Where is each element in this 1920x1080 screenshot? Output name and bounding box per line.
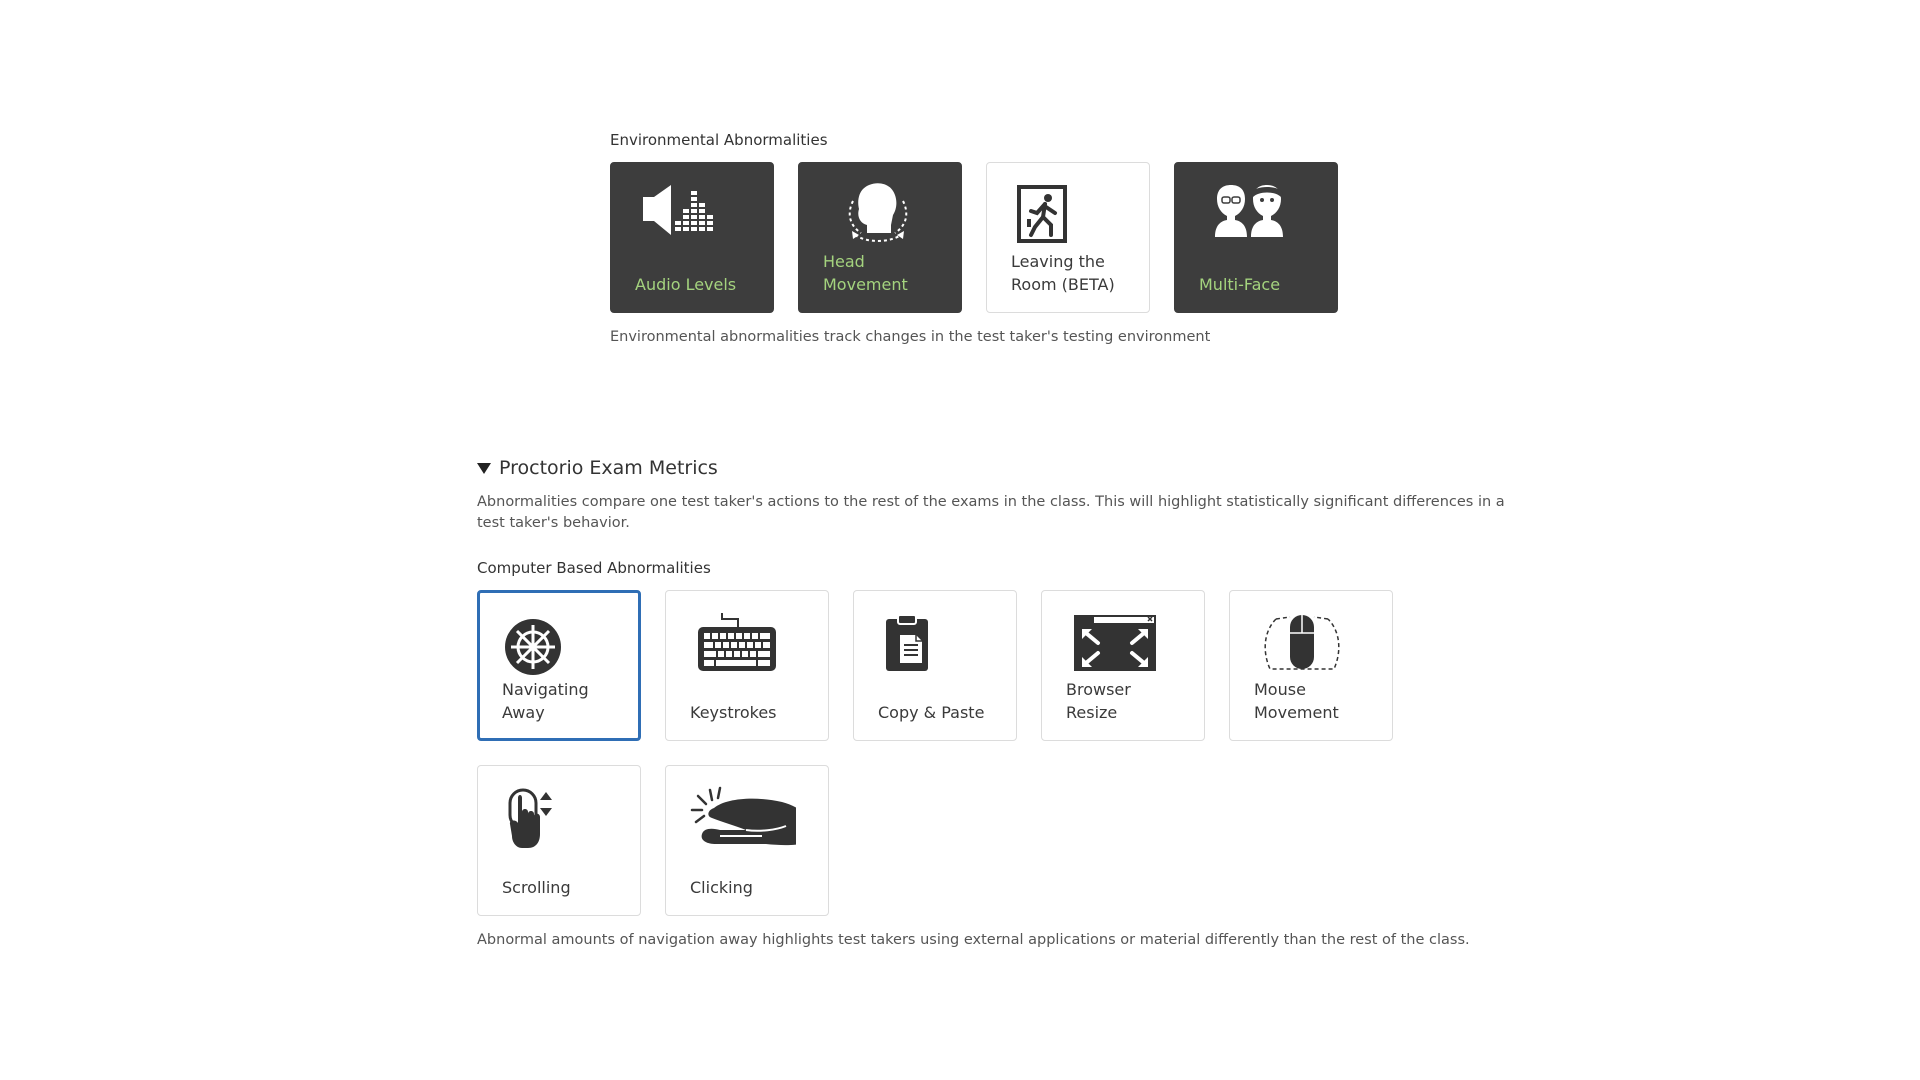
head-rotation-icon	[819, 183, 929, 249]
keystrokes-tile[interactable]	[665, 590, 829, 741]
ship-wheel-icon	[500, 613, 610, 679]
mouse-movement-label: Mouse Movement	[1254, 680, 1339, 722]
speaker-levels-icon	[631, 183, 741, 249]
computer-tile-row-2	[477, 765, 1517, 916]
mouse-movement-icon	[1250, 611, 1360, 677]
computer-tile-row-1	[477, 590, 1517, 741]
scroll-mouse-icon	[498, 786, 608, 852]
scrolling-label: Scrolling	[502, 878, 571, 897]
head-movement-tile[interactable]	[798, 162, 962, 313]
clicking-label: Clicking	[690, 878, 753, 897]
environmental-abnormalities-section	[610, 130, 1410, 347]
browser-resize-tile[interactable]	[1041, 590, 1205, 741]
audio-levels-label: Audio Levels	[635, 275, 737, 294]
browser-resize-label: Browser Resize	[1066, 680, 1131, 722]
copy-paste-tile[interactable]	[853, 590, 1017, 741]
leaving-room-label: Leaving the Room (BETA)	[1011, 252, 1115, 294]
metrics-description: Abnormalities compare one test taker's actions to the rest of the exams in the class. This will highlight statistically significant differences in a test taker's behavior.	[477, 494, 1505, 531]
multi-face-label: Multi-Face	[1199, 275, 1281, 294]
metrics-title: Proctorio Exam Metrics	[499, 457, 718, 479]
keystrokes-label: Keystrokes	[690, 703, 777, 722]
multi-face-tile[interactable]	[1174, 162, 1338, 313]
navigating-away-label: Navigating Away	[502, 680, 589, 722]
mouse-movement-tile[interactable]	[1229, 590, 1393, 741]
computer-based-heading: Computer Based Abnormalities	[477, 559, 711, 577]
head-movement-label: Head Movement	[823, 252, 908, 294]
proctorio-exam-metrics-section	[477, 454, 1517, 950]
metrics-collapse-toggle[interactable]	[477, 454, 1517, 482]
environmental-tile-row	[610, 162, 1410, 313]
scrolling-tile[interactable]	[477, 765, 641, 916]
metrics-footer-description: Abnormal amounts of navigation away highlights test takers using external applications or material differently than the rest of the class.	[477, 932, 1470, 948]
copy-paste-label: Copy & Paste	[878, 703, 985, 722]
hand-click-icon	[686, 786, 796, 852]
keyboard-icon	[686, 611, 796, 677]
clicking-tile[interactable]	[665, 765, 829, 916]
triangle-down-icon	[477, 463, 491, 474]
exit-door-icon	[1007, 183, 1117, 249]
browser-resize-icon	[1062, 611, 1172, 677]
leaving-room-tile[interactable]	[986, 162, 1150, 313]
environmental-heading: Environmental Abnormalities	[610, 131, 828, 149]
environmental-description: Environmental abnormalities track changes in the test taker's testing environment	[610, 329, 1211, 345]
audio-levels-tile[interactable]	[610, 162, 774, 313]
navigating-away-tile[interactable]	[477, 590, 641, 741]
clipboard-icon	[874, 611, 984, 677]
two-faces-icon	[1195, 183, 1305, 249]
